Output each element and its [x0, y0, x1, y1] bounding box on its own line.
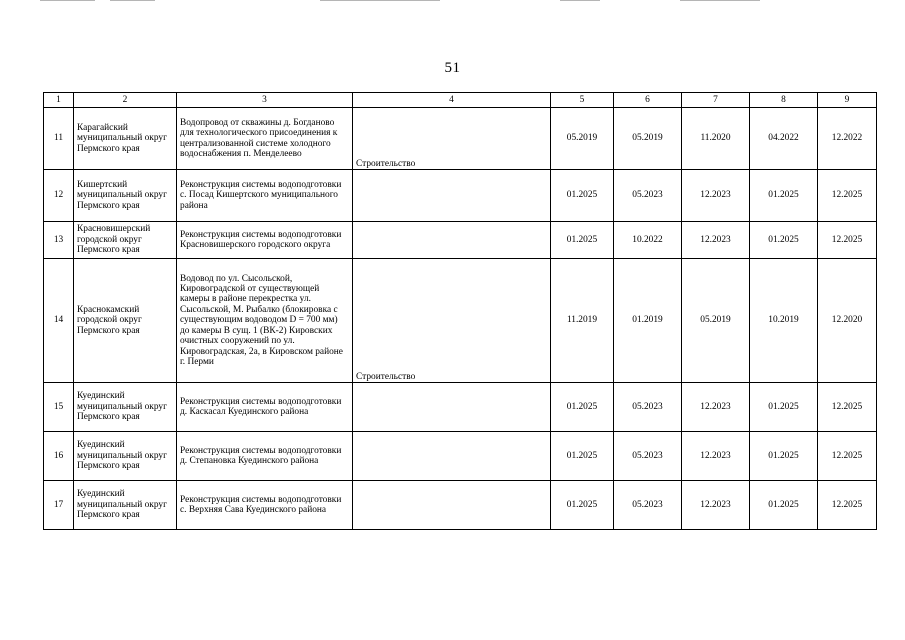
objects-table [43, 92, 877, 530]
date-cell: 12.2023 [682, 432, 750, 481]
page-number: 51 [444, 60, 461, 76]
top-scan-rule [40, 0, 95, 1]
date-cell: 10.2019 [750, 259, 818, 383]
header-cell: 3 [177, 93, 353, 108]
date-cell: 12.2023 [682, 481, 750, 530]
header-cell: 5 [551, 93, 614, 108]
date-cell: 12.2023 [682, 383, 750, 432]
date-cell: 12.2025 [818, 383, 877, 432]
object-cell: Реконструкция системы водоподготовки с. Посад Кишертского муниципального района [177, 170, 353, 222]
municipality-cell: Куединский муниципальный округ Пермского края [74, 481, 177, 530]
table-row [44, 108, 877, 170]
date-cell: 12.2023 [682, 222, 750, 259]
header-cell: 1 [44, 93, 74, 108]
date-cell: 01.2025 [551, 222, 614, 259]
date-cell: 01.2025 [551, 481, 614, 530]
date-cell: 05.2023 [614, 481, 682, 530]
row-number: 14 [44, 259, 74, 383]
object-cell: Реконструкция системы водоподготовки д. Каскасал Куединского района [177, 383, 353, 432]
date-cell: 12.2025 [818, 481, 877, 530]
row-number: 12 [44, 170, 74, 222]
header-cell: 6 [614, 93, 682, 108]
row-number: 13 [44, 222, 74, 259]
date-cell: 12.2025 [818, 432, 877, 481]
date-cell: 05.2019 [682, 259, 750, 383]
municipality-cell: Краснокамский городской округ Пермского края [74, 259, 177, 383]
municipality-cell: Куединский муниципальный округ Пермского края [74, 383, 177, 432]
work-type-cell [353, 383, 551, 432]
date-cell: 01.2025 [750, 222, 818, 259]
header-cell: 7 [682, 93, 750, 108]
table-row [44, 432, 877, 481]
work-type-cell: Строительство [353, 259, 551, 383]
top-scan-rule [680, 0, 760, 1]
date-cell: 05.2023 [614, 383, 682, 432]
top-scan-rule [110, 0, 155, 1]
date-cell: 05.2019 [614, 108, 682, 170]
object-cell: Водовод по ул. Сысольской, Кировоградской от существующей камеры в районе перекрестка ул. Сысольской, М. Рыбалко (блокировка с существующим водоводом D = 700 мм) до камеры В сущ. 1 (ВК-2) Кировских очистных сооружений по ул. Кировоградская, 2а, в Кировском районе г. Перми [177, 259, 353, 383]
object-cell: Реконструкция системы водоподготовки Красновишерского городского округа [177, 222, 353, 259]
top-scan-rule [320, 0, 440, 1]
header-cell: 8 [750, 93, 818, 108]
date-cell: 05.2023 [614, 170, 682, 222]
municipality-cell: Красновишерский городской округ Пермского края [74, 222, 177, 259]
date-cell: 04.2022 [750, 108, 818, 170]
date-cell: 12.2022 [818, 108, 877, 170]
date-cell: 12.2025 [818, 222, 877, 259]
table-row [44, 170, 877, 222]
object-cell: Реконструкция системы водоподготовки д. Степановка Куединского района [177, 432, 353, 481]
date-cell: 01.2019 [614, 259, 682, 383]
date-cell: 01.2025 [750, 383, 818, 432]
date-cell: 11.2020 [682, 108, 750, 170]
municipality-cell: Кишертский муниципальный округ Пермского края [74, 170, 177, 222]
date-cell: 10.2022 [614, 222, 682, 259]
date-cell: 01.2025 [750, 432, 818, 481]
table-row [44, 222, 877, 259]
header-row [44, 93, 877, 108]
municipality-cell: Карагайский муниципальный округ Пермского края [74, 108, 177, 170]
date-cell: 12.2020 [818, 259, 877, 383]
row-number: 17 [44, 481, 74, 530]
date-cell: 12.2023 [682, 170, 750, 222]
date-cell: 05.2019 [551, 108, 614, 170]
work-type-cell [353, 170, 551, 222]
row-number: 15 [44, 383, 74, 432]
work-type-cell: Строительство [353, 108, 551, 170]
top-scan-rule [560, 0, 600, 1]
date-cell: 01.2025 [750, 481, 818, 530]
table-row [44, 481, 877, 530]
date-cell: 05.2023 [614, 432, 682, 481]
row-number: 16 [44, 432, 74, 481]
date-cell: 01.2025 [551, 170, 614, 222]
object-cell: Водопровод от скважины д. Богданово для технологического присоединения к централизованной системе холодного водоснабжения п. Менделеево [177, 108, 353, 170]
object-cell: Реконструкция системы водоподготовки с. Верхняя Сава Куединского района [177, 481, 353, 530]
table-row [44, 383, 877, 432]
work-type-cell [353, 432, 551, 481]
work-type-cell [353, 481, 551, 530]
date-cell: 01.2025 [750, 170, 818, 222]
row-number: 11 [44, 108, 74, 170]
date-cell: 12.2025 [818, 170, 877, 222]
header-cell: 2 [74, 93, 177, 108]
header-cell: 4 [353, 93, 551, 108]
table-row [44, 259, 877, 383]
municipality-cell: Куединский муниципальный округ Пермского края [74, 432, 177, 481]
date-cell: 01.2025 [551, 383, 614, 432]
date-cell: 11.2019 [551, 259, 614, 383]
header-cell: 9 [818, 93, 877, 108]
date-cell: 01.2025 [551, 432, 614, 481]
work-type-cell [353, 222, 551, 259]
